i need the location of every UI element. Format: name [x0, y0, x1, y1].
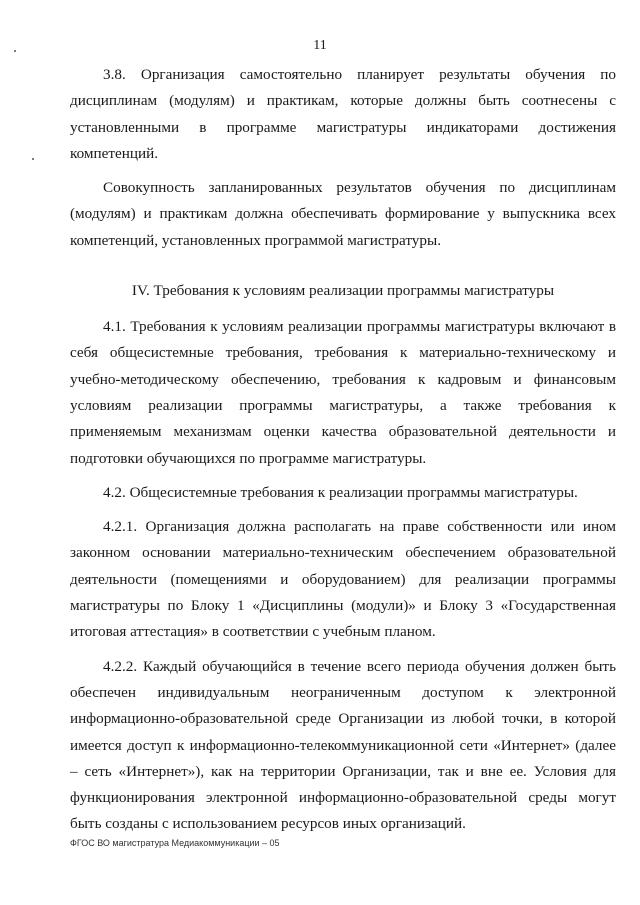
document-body — [70, 62, 616, 846]
paragraph-3-8: 3.8. Организация самостоятельно планирует результаты обучения по дисциплинам (модулям) и практикам, которые должны быть соотнесены с установленными в программе магистратуры индикаторами достижения компетенций. — [70, 66, 616, 162]
page-number: 11 — [313, 38, 327, 53]
paragraph-results-summary: Совокупность запланированных результатов обучения по дисциплинам (модулям) и практикам должна обеспечивать формирование у выпускника всех компетенций, установленных программой магистратуры. — [70, 179, 616, 249]
paragraph-4-2-2: 4.2.2. Каждый обучающийся в течение всего периода обучения должен быть обеспечен индивидуальным неограниченным доступом к электронной информационно-образовательной среде Организации из любой точки, в которой имеется доступ к информационно-телекоммуникационной сети «Интернет» (далее – сеть «Интернет»), как на территории Организации, так и вне ее. Условия для функционирования электронной информационно-образовательной среды могут быть созданы с использованием ресурсов иных организаций. — [70, 657, 616, 833]
page-footer: ФГОС ВО магистратура Медиакоммуникации – 05 — [70, 838, 280, 848]
section-heading: IV. Требования к условиям реализации программы магистратуры — [131, 282, 555, 300]
paragraph-4-2-1: 4.2.1. Организация должна располагать на праве собственности или ином законном основании материально-техническим обеспечением образовательной деятельности (помещениями и оборудованием) для реализации программы магистратуры по Блоку 1 «Дисциплины (модули)» и Блоку 3 «Государственная итоговая аттестация» в соответствии с учебным планом. — [70, 518, 616, 641]
scan-speck — [32, 158, 34, 160]
scan-speck — [14, 50, 16, 52]
paragraph-4-1: 4.1. Требования к условиям реализации программы магистратуры включают в себя общесистемные требования, требования к материально-техническому и учебно-методическому обеспечению, требования к кадровым и финансовым условиям реализации программы магистратуры, а также требования к применяемым механизмам оценки качества образовательной деятельности и подготовки обучающихся по программе магистратуры. — [70, 318, 616, 467]
paragraph-4-2: 4.2. Общесистемные требования к реализации программы магистратуры. — [103, 483, 578, 501]
